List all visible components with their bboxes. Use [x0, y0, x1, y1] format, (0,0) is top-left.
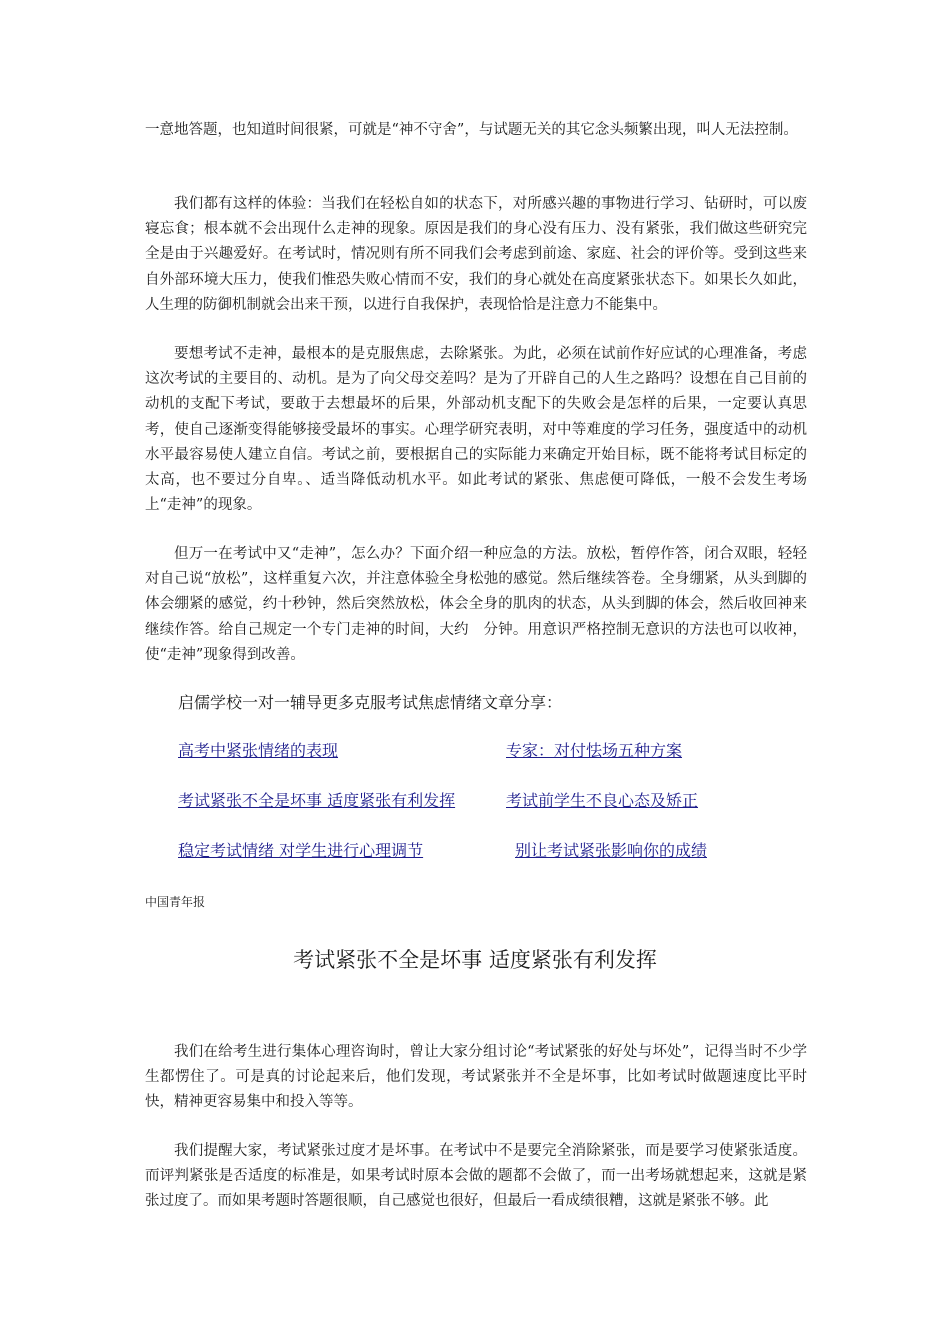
source-label: 中国青年报	[145, 895, 206, 909]
share-lead-text: 启儒学校一对一辅导更多克服考试焦虑情绪文章分享：	[178, 693, 563, 712]
link-tension-affect-score[interactable]: 别让考试紧张影响你的成绩	[515, 841, 708, 860]
paragraph-2: 我们都有这样的体验：当我们在轻松自如的状态下，对所感兴趣的事物进行学习、钻研时，可以废寝忘食；根本就不会出现什么走神的现象。原因是我们的身心没有压力、没有紧张，我们做这些研究完全是由于兴趣爱好。在考试时，情况则有所不同我们会考虑到前途、家庭、社会的评价等。受到这些来自外部环境大压力，使我们惟恐失败心情而不安，我们的身心就处在高度紧张状态下。如果长久如此，人生理的防御机制就会出来干预，以进行自我保护，表现恰恰是注意力不能集中。	[145, 196, 807, 313]
paragraph-5: 我们在给考生进行集体心理咨询时，曾让大家分组讨论“考试紧张的好处与坏处”，记得当时不少学生都愣住了。可是真的讨论起来后，他们发现，考试紧张并不全是坏事，比如考试时做题速度比平时快，精神更容易集中和投入等等。	[145, 1044, 807, 1111]
link-tension-not-bad[interactable]: 考试紧张不全是坏事 适度紧张有利发挥	[178, 791, 456, 810]
paragraph-4: 但万一在考试中又“走神”，怎么办？下面介绍一种应急的方法。放松，暂停作答，闭合双眼，轻轻对自己说“放松”，这样重复六次，并注意体验全身松弛的感觉。然后继续答卷。全身绷紧，从头到脚的体会绷紧的感觉，约十秒钟，然后突然放松，体会全身的肌肉的状态，从头到脚的体会，然后收回神来继续作答。给自己规定一个专门走神的时间，大约 分钟。用意识严格控制无意识的方法也可以收神，使“走神”现象得到改善。	[145, 546, 807, 663]
link-bad-mentality[interactable]: 考试前学生不良心态及矫正	[506, 791, 699, 810]
article-title: 考试紧张不全是坏事 适度紧张有利发挥	[293, 948, 657, 972]
link-gaokao-tension[interactable]: 高考中紧张情绪的表现	[178, 741, 339, 760]
link-stage-fright-plans[interactable]: 专家：对付怯场五种方案	[506, 741, 683, 760]
paragraph-1: 一意地答题，也知道时间很紧，可就是“神不守舍”，与试题无关的其它念头频繁出现，叫人无法控制。	[145, 122, 798, 138]
paragraph-3: 要想考试不走神，最根本的是克服焦虑，去除紧张。为此，必须在试前作好应试的心理准备，考虑这次考试的主要目的、动机。是为了向父母交差吗？是为了开辟自己的人生之路吗？设想在自己目前的动机的支配下考试，要敢于去想最坏的后果，外部动机支配下的失败会是怎样的后果，一定要认真思考，使自己逐渐变得能够接受最坏的事实。心理学研究表明，对中等难度的学习任务，强度适中的动机水平最容易使人建立自信。考试之前，要根据自己的实际能力来确定开始目标，既不能将考试目标定的太高，也不要过分自卑。、适当降低动机水平。如此考试的紧张、焦虑便可降低，一般不会发生考场上“走神”的现象。	[145, 346, 807, 514]
paragraph-6: 我们提醒大家，考试紧张过度才是坏事。在考试中不是要完全消除紧张，而是要学习使紧张适度。而评判紧张是否适度的标准是，如果考试时原本会做的题都不会做了，而一出考场就想起来，这就是紧张过度了。而如果考题时答题很顺，自己感觉也很好，但最后一看成绩很糟，这就是紧张不够。此	[145, 1143, 807, 1210]
link-stabilize-emotions[interactable]: 稳定考试情绪 对学生进行心理调节	[178, 841, 424, 860]
